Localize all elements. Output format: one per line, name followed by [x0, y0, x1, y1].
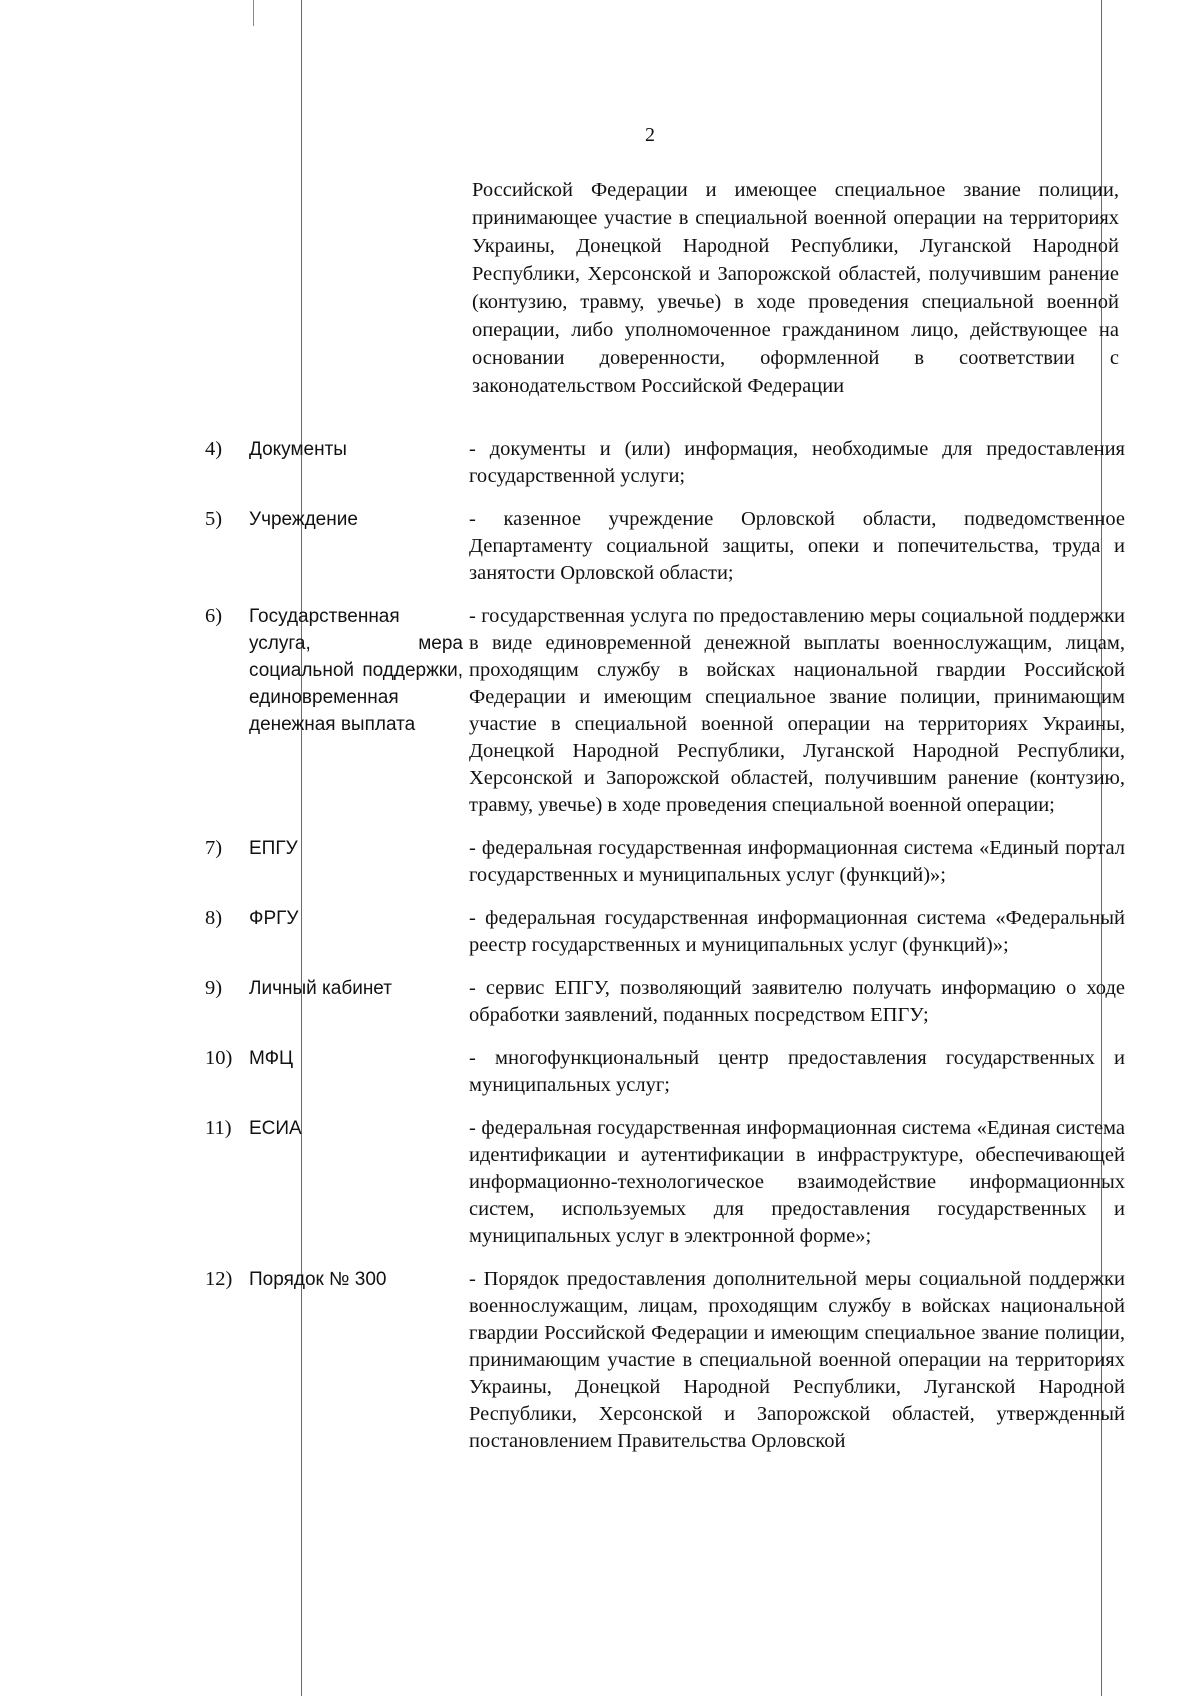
- term-number: 8): [205, 907, 223, 929]
- term-row: [205, 1045, 1125, 1099]
- term-number: 11): [205, 1117, 232, 1139]
- term-row: [205, 975, 1125, 1029]
- term-number: 12): [205, 1268, 233, 1290]
- term-definition: - федеральная государственная информационная система «Единая система идентификации и аутентификации в инфраструктуре, обеспечивающей информационно-технологическое взаимодействие информационных систем, используемых для предоставления государственных и муниципальных услуг в электронной форме»;: [469, 1117, 1125, 1247]
- term-row: [205, 1115, 1125, 1250]
- term-number: 7): [205, 837, 223, 859]
- term-name: Порядок № 300: [249, 1269, 387, 1290]
- term-row: [205, 506, 1125, 587]
- term-number: 9): [205, 977, 223, 999]
- term-name: Документы: [249, 439, 347, 460]
- term-definition: - государственная услуга по предоставлению меры социальной поддержки в виде единовременной денежной выплаты военнослужащим, лицам, проходящим службу в войсках национальной гвардии Российской Федерации и имеющим специальное звание полиции, принимающим участие в специальной военной операции на территориях Украины, Донецкой Народной Республики, Луганской Народной Республики, Херсонской и Запорожской областей, получившим ранение (контузию, травму, увечье) в ходе проведения специальной военной операции;: [469, 605, 1125, 816]
- term-name: Государственная услуга, мера социальной поддержки, единовременная денежная выплата: [249, 606, 463, 735]
- term-number: 5): [205, 508, 223, 530]
- term-name: Личный кабинет: [249, 978, 392, 999]
- term-row: [205, 1266, 1125, 1455]
- continuation-paragraph: Российской Федерации и имеющее специальное звание полиции, принимающее участие в специальной военной операции на территориях Украины, Донецкой Народной Республики, Луганской Народной Республики, Херсонской и Запорожской областей, получившим ранение (контузию, травму, увечье) в ходе проведения специальной военной операции, либо уполномоченное гражданином лицо, действующее на основании доверенности, оформленной в соответствии с законодательством Российской Федерации: [472, 179, 1119, 397]
- term-definition: - федеральная государственная информационная система «Федеральный реестр государственных и муниципальных услуг (функций)»;: [469, 907, 1125, 956]
- term-name: ЕСИА: [249, 1118, 302, 1139]
- scan-edge-mark: [253, 0, 254, 26]
- term-definition: - документы и (или) информация, необходимые для предоставления государственной услуги;: [469, 438, 1125, 487]
- term-row: [205, 436, 1125, 490]
- term-definition: - казенное учреждение Орловской области, подведомственное Департаменту социальной защиты, опеки и попечительства, труда и занятости Орловской области;: [469, 508, 1125, 584]
- term-definition: - федеральная государственная информационная система «Единый портал государственных и муниципальных услуг (функций)»;: [469, 837, 1125, 886]
- term-definition: - сервис ЕПГУ, позволяющий заявителю получать информацию о ходе обработки заявлений, поданных посредством ЕПГУ;: [469, 977, 1125, 1026]
- term-name: Учреждение: [249, 509, 358, 530]
- term-definition: - многофункциональный центр предоставления государственных и муниципальных услуг;: [469, 1047, 1125, 1096]
- term-number: 10): [205, 1047, 233, 1069]
- term-row: [205, 905, 1125, 959]
- terms-list: [205, 436, 1125, 1471]
- term-row: [205, 835, 1125, 889]
- term-number: 6): [205, 605, 223, 627]
- term-name: ФРГУ: [249, 908, 299, 929]
- term-name: ЕПГУ: [249, 838, 298, 859]
- term-number: 4): [205, 438, 223, 460]
- term-row: [205, 603, 1125, 819]
- term-definition: - Порядок предоставления дополнительной меры социальной поддержки военнослужащим, лицам, проходящим службу в войсках национальной гвардии Российской Федерации и имеющим специальное звание полиции, принимающим участие в специальной военной операции на территориях Украины, Донецкой Народной Республики, Луганской Народной Республики, Херсонской и Запорожской областей, утвержденный постановлением Правительства Орловской: [469, 1268, 1125, 1452]
- page-number: 2: [645, 124, 655, 146]
- term-name: МФЦ: [249, 1048, 294, 1069]
